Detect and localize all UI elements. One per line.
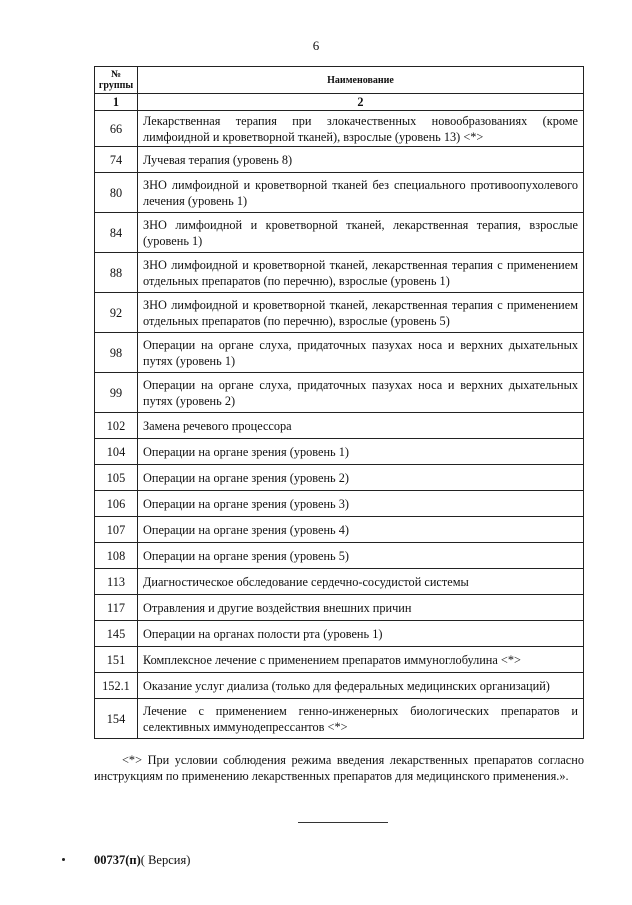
table-row (95, 333, 584, 373)
group-name: Операции на органе зрения (уровень 3) (138, 491, 584, 517)
group-number: 74 (95, 147, 138, 173)
margin-dot (62, 858, 65, 861)
table-row (95, 373, 584, 413)
table-header-row (95, 67, 584, 94)
table-row (95, 699, 584, 739)
groups-table (94, 66, 584, 739)
column-index-1: 1 (95, 94, 138, 111)
group-number: 145 (95, 621, 138, 647)
group-number: 105 (95, 465, 138, 491)
page-number: 6 (312, 38, 320, 53)
group-number: 113 (95, 569, 138, 595)
group-number: 152.1 (95, 673, 138, 699)
group-number: 98 (95, 333, 138, 373)
table-row (95, 413, 584, 439)
group-number: 104 (95, 439, 138, 465)
group-number: 154 (95, 699, 138, 739)
group-number: 99 (95, 373, 138, 413)
column-index-2: 2 (138, 94, 584, 111)
group-name: ЗНО лимфоидной и кроветворной тканей, лекарственная терапия с применением отдельных препаратов (по перечню), взрослые (уровень 1) (138, 253, 584, 293)
group-name: Операции на органе зрения (уровень 4) (138, 517, 584, 543)
table-row (95, 517, 584, 543)
table-row (95, 213, 584, 253)
group-number: 151 (95, 647, 138, 673)
footnote (94, 752, 584, 784)
group-number: 106 (95, 491, 138, 517)
document-code: 00737(п) (94, 853, 141, 867)
group-name: ЗНО лимфоидной и кроветворной тканей, лекарственная терапия с применением отдельных препаратов (по перечню), взрослые (уровень 5) (138, 293, 584, 333)
group-name: Лекарственная терапия при злокачественных новообразованиях (кроме лимфоидной и кроветворной тканей), взрослые (уровень 13) <*> (138, 111, 584, 147)
table-row (95, 147, 584, 173)
group-name: Операции на органе зрения (уровень 1) (138, 439, 584, 465)
footnote-text: <*> При условии соблюдения режима введения лекарственных препаратов согласно инструкциям по применению лекарственных препаратов для медицинского применения.». (94, 753, 584, 783)
group-number: 102 (95, 413, 138, 439)
group-name: Операции на органе слуха, придаточных пазухах носа и верхних дыхательных путях (уровень 1) (138, 333, 584, 373)
document-stamp (94, 853, 190, 868)
group-number: 92 (95, 293, 138, 333)
group-number: 117 (95, 595, 138, 621)
table-row (95, 293, 584, 333)
table-row (95, 595, 584, 621)
group-name: Лечение с применением генно-инженерных биологических препаратов и селективных иммунодепрессантов <*> (138, 699, 584, 739)
table-row (95, 111, 584, 147)
group-name: Операции на органах полости рта (уровень 1) (138, 621, 584, 647)
document-version: ( Версия) (140, 853, 191, 867)
group-name: Операции на органе зрения (уровень 5) (138, 543, 584, 569)
table-row (95, 173, 584, 213)
table-row (95, 647, 584, 673)
table-row (95, 491, 584, 517)
group-name: Замена речевого процессора (138, 413, 584, 439)
header-group-number: № группы (95, 67, 138, 94)
group-name: Лучевая терапия (уровень 8) (138, 147, 584, 173)
group-number: 84 (95, 213, 138, 253)
table-row (95, 439, 584, 465)
table-row (95, 673, 584, 699)
column-index-row (95, 94, 584, 111)
table-row (95, 253, 584, 293)
group-name: ЗНО лимфоидной и кроветворной тканей без специального противоопухолевого лечения (уровень 1) (138, 173, 584, 213)
group-name: Операции на органе зрения (уровень 2) (138, 465, 584, 491)
group-number: 80 (95, 173, 138, 213)
group-number: 108 (95, 543, 138, 569)
table-row (95, 621, 584, 647)
group-number: 107 (95, 517, 138, 543)
table-row (95, 543, 584, 569)
table-row (95, 465, 584, 491)
group-name: ЗНО лимфоидной и кроветворной тканей, лекарственная терапия, взрослые (уровень 1) (138, 213, 584, 253)
group-number: 88 (95, 253, 138, 293)
header-name: Наименование (138, 67, 584, 94)
group-name: Оказание услуг диализа (только для федеральных медицинских организаций) (138, 673, 584, 699)
group-number: 66 (95, 111, 138, 147)
group-name: Комплексное лечение с применением препаратов иммуноглобулина <*> (138, 647, 584, 673)
group-name: Операции на органе слуха, придаточных пазухах носа и верхних дыхательных путях (уровень 2) (138, 373, 584, 413)
group-name: Отравления и другие воздействия внешних причин (138, 595, 584, 621)
separator-line (298, 822, 388, 823)
group-name: Диагностическое обследование сердечно-сосудистой системы (138, 569, 584, 595)
table-row (95, 569, 584, 595)
